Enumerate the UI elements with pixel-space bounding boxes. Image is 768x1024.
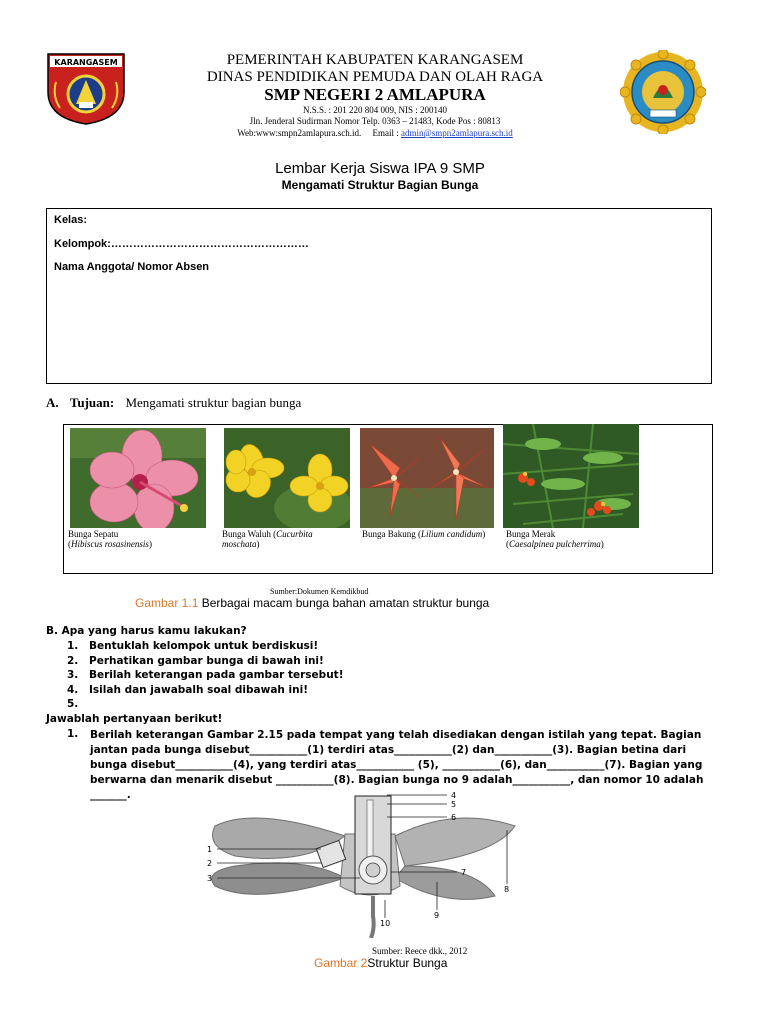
- section-a: [46, 395, 301, 411]
- pumpkin-flower-photo: [224, 428, 350, 528]
- diagram-label-5: 5: [451, 800, 457, 809]
- email-link[interactable]: admin@smpn2amlapura.sch.id: [400, 128, 513, 138]
- figure1-source: Sumber:Dokumen Kemdikbud: [270, 587, 369, 596]
- figure2-text: Struktur Bunga: [367, 956, 448, 970]
- diagram-label-8: 8: [504, 885, 510, 894]
- section-a-text: Mengamati struktur bagian bunga: [125, 395, 302, 410]
- school-address: Jln. Jenderal Sudirman Nomor Telp. 0363 – 21483, Kode Pos : 80813: [249, 116, 501, 126]
- figure1-caption: [135, 596, 489, 610]
- section-b-heading: B. Apa yang harus kamu lakukan?: [46, 625, 247, 637]
- school-name: SMP NEGERI 2 AMLAPURA: [264, 85, 486, 104]
- email-label: Email :: [372, 128, 399, 138]
- flower-structure-diagram: [195, 786, 525, 938]
- step-2: 2. Perhatikan gambar bunga di bawah ini!: [67, 655, 324, 667]
- figure2-caption: [314, 956, 447, 970]
- svg-text:KARANGASEM: KARANGASEM: [54, 58, 118, 67]
- figure2-source: Sumber: Reece dkk., 2012: [372, 946, 468, 956]
- figure2-label: Gambar 2: [314, 956, 368, 970]
- school-contact: [150, 128, 600, 138]
- figure1-label: Gambar 1.1: [135, 596, 199, 610]
- school-web: Web:www:smpn2amlapura.sch.id.: [237, 128, 362, 138]
- identity-box: [46, 208, 712, 384]
- question-1-number: 1.: [67, 728, 79, 740]
- diagram-label-10: 10: [380, 919, 391, 928]
- caption-pumpkin: Bunga Waluh (Cucurbita moschata): [222, 529, 313, 549]
- caption-hibiscus: Bunga Sepatu (Hibiscus rosasinensis): [68, 529, 152, 549]
- caption-lily: Bunga Bakung (Lilium candidum): [362, 529, 486, 539]
- letterhead-line1: PEMERINTAH KABUPATEN KARANGASEM: [226, 52, 524, 68]
- questions-heading: Jawablah pertanyaan berikut!: [46, 713, 223, 725]
- anggota-field[interactable]: Nama Anggota/ Nomor Absen: [54, 261, 210, 273]
- step-5: 5.: [67, 698, 79, 710]
- hibiscus-photo: [70, 428, 206, 528]
- kelas-field[interactable]: Kelas:: [54, 214, 88, 226]
- diagram-label-4: 4: [451, 791, 457, 800]
- step-4: 4. Isilah dan jawabalh soal dibawah ini!: [67, 684, 309, 696]
- section-a-label: A.: [46, 395, 59, 410]
- school-nss: N.S.S. : 201 220 804 009, NIS : 200140: [302, 105, 447, 115]
- caption-peacock: Bunga Merak (Caesalpinea pulcherrima): [506, 529, 604, 549]
- letterhead-line2: DINAS PENDIDIKAN PEMUDA DAN OLAH RAGA: [206, 69, 544, 85]
- step-3: 3. Berilah keterangan pada gambar tersebut!: [67, 669, 344, 681]
- peacock-flower-photo: [503, 424, 639, 528]
- section-a-heading: Tujuan:: [69, 395, 115, 410]
- diagram-label-2: 2: [207, 859, 213, 868]
- question-1-text: Berilah keterangan Gambar 2.15 pada tempat yang telah disediakan dengan istilah yang tepat. Bagian jantan pada bunga disebut___________(1) terdiri atas___________(2) dan___________(3). Bagian betina dari bunga disebut___________(4), yang terdiri atas___________ (5), ___________(6), dan___________(7). Bagian yang berwarna dan menarik disebut ___________(8). Bagian bunga no 9 adalah___________, dan nomor 10 adalah _______.: [90, 729, 704, 801]
- diagram-label-9: 9: [434, 911, 440, 920]
- page-subtitle: Mengamati Struktur Bagian Bunga: [281, 178, 479, 192]
- lily-photo: [360, 428, 494, 528]
- karangasem-logo: [46, 52, 126, 126]
- smpn2-amlapura-logo: [620, 50, 706, 134]
- diagram-label-1: 1: [207, 845, 213, 854]
- diagram-label-7: 7: [461, 868, 467, 877]
- figure1-text: Berbagai macam bunga bahan amatan struktur bunga: [198, 596, 490, 610]
- diagram-label-3: 3: [207, 874, 213, 883]
- page-title: Lembar Kerja Siswa IPA 9 SMP: [275, 160, 485, 177]
- diagram-label-6: 6: [451, 813, 457, 822]
- step-1: 1. Bentuklah kelompok untuk berdiskusi!: [67, 640, 319, 652]
- kelompok-field[interactable]: Kelompok:………………………………………………: [54, 238, 309, 250]
